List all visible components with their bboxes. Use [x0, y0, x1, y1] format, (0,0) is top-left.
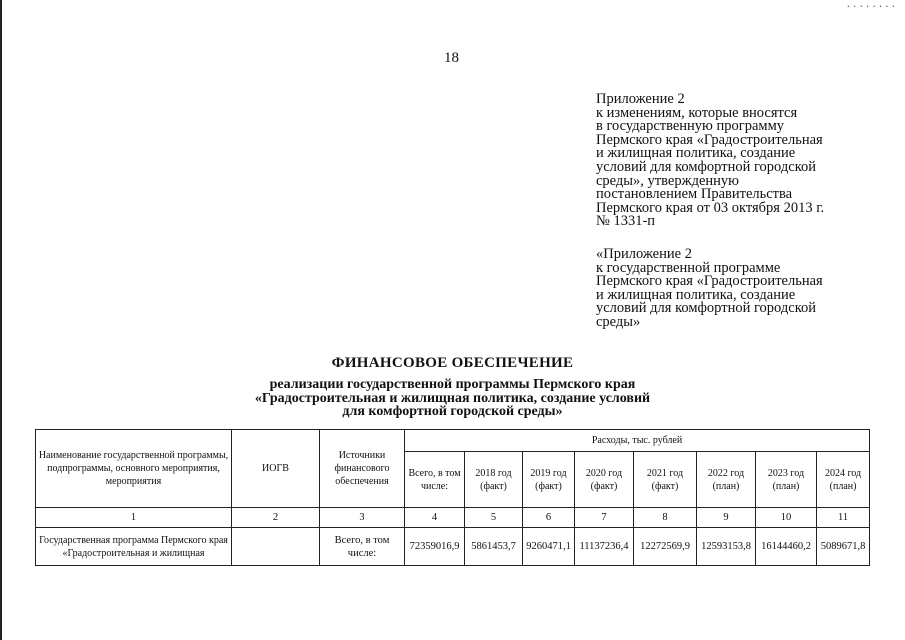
column-number: 7: [575, 508, 634, 528]
appendix-line: условий для комфортной городской: [596, 158, 817, 175]
subheader-2019: 2019 год (факт): [523, 452, 575, 508]
row-value-2019: 9260471,1: [523, 528, 575, 566]
appendix-line: к государственной программе: [596, 259, 781, 276]
column-number: 5: [465, 508, 523, 528]
row-value-total: 72359016,9: [405, 528, 465, 566]
subheader-2018: 2018 год (факт): [465, 452, 523, 508]
column-number: 11: [817, 508, 870, 528]
appendix-line: к изменениям, которые вносятся: [596, 104, 798, 121]
subheader-2023: 2023 год (план): [756, 452, 817, 508]
appendix-note-changes: [596, 93, 896, 229]
column-number: 9: [697, 508, 756, 528]
row-value-2022: 12593153,8: [697, 528, 756, 566]
row-value-2024: 5089671,8: [817, 528, 870, 566]
document-title: ФИНАНСОВОЕ ОБЕСПЕЧЕНИЕ: [331, 355, 574, 371]
corner-mark: ........: [845, 0, 897, 10]
subheader-total: Всего, в том числе:: [405, 452, 465, 508]
column-number: 3: [320, 508, 405, 528]
subheader-2024: 2024 год (план): [817, 452, 870, 508]
column-number: 2: [232, 508, 320, 528]
appendix-line: Пермского края от 03 октября 2013 г.: [596, 199, 825, 216]
column-number: 10: [756, 508, 817, 528]
financing-table: [35, 429, 870, 566]
subtitle-line: для комфортной городской среды»: [342, 404, 563, 419]
row-value-2021: 12272569,9: [634, 528, 697, 566]
appendix-line: в государственную программу: [596, 118, 785, 135]
appendix-line: среды», утвержденную: [596, 172, 740, 189]
appendix-line: Пермского края «Градостроительная: [596, 273, 823, 290]
subheader-2021: 2021 год (факт): [634, 452, 697, 508]
subtitle-line: реализации государственной программы Пермского края: [269, 377, 636, 392]
subtitle-line: «Градостроительная и жилищная политика, создание условий: [254, 390, 651, 406]
row-value-2018: 5861453,7: [465, 528, 523, 566]
col-header-sources: Источники финансового обеспечения: [320, 430, 405, 508]
col-header-expenses: Расходы, тыс. рублей: [405, 430, 870, 452]
appendix-line: Пермского края «Градостроительная: [596, 131, 823, 148]
column-number: 6: [523, 508, 575, 528]
subheader-2020: 2020 год (факт): [575, 452, 634, 508]
document-subtitle: [180, 378, 725, 419]
row-value-2023: 16144460,2: [756, 528, 817, 566]
appendix-line: «Приложение 2: [596, 246, 692, 262]
row-program-name: Государственная программа Пермского края «Градостроительная и жилищная: [36, 528, 232, 566]
column-number: 1: [36, 508, 232, 528]
row-iogv: [232, 528, 320, 566]
col-header-name: Наименование государственной программы, подпрограммы, основного мероприятия, мероприятия: [36, 430, 232, 508]
col-header-iogv: ИОГВ: [232, 430, 320, 508]
appendix-line: среды»: [596, 313, 641, 330]
appendix-line: Приложение 2: [596, 91, 685, 107]
appendix-note-program: [596, 248, 896, 330]
row-source: Всего, в том числе:: [320, 528, 405, 566]
appendix-line: условий для комфортной городской: [596, 300, 817, 317]
column-number: 4: [405, 508, 465, 528]
page-number: 18: [444, 50, 459, 66]
appendix-line: № 1331-п: [596, 213, 656, 230]
column-number: 8: [634, 508, 697, 528]
appendix-line: постановлением Правительства: [596, 186, 793, 203]
subheader-2022: 2022 год (план): [697, 452, 756, 508]
row-value-2020: 11137236,4: [575, 528, 634, 566]
appendix-line: и жилищная политика, создание: [596, 145, 796, 162]
appendix-line: и жилищная политика, создание: [596, 286, 796, 303]
page-edge-line: [0, 0, 2, 640]
column-number-row: [36, 508, 870, 528]
header-row: [36, 430, 870, 452]
table-row: [36, 528, 870, 566]
